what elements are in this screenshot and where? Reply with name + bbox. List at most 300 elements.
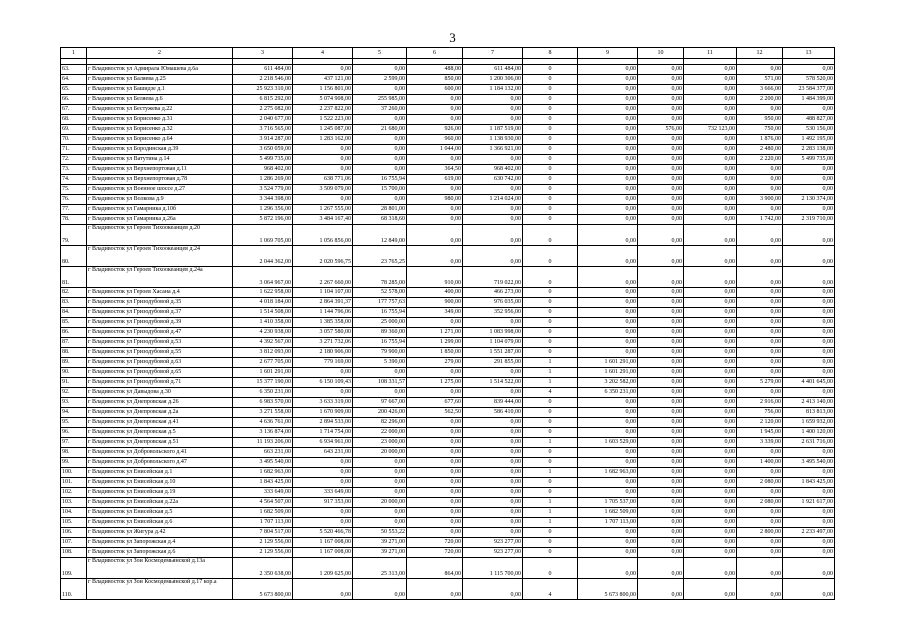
table-cell: 0,00 (783, 348, 835, 358)
table-cell: 1 601 291,00 (578, 358, 638, 368)
table-cell: 3 271 732,06 (293, 338, 353, 348)
table-cell: 0,00 (578, 185, 638, 195)
table-cell: 864,00 (407, 558, 463, 579)
column-header: 4 (293, 48, 353, 59)
table-row (61, 115, 835, 125)
table-row (61, 135, 835, 145)
table-cell: 1 492 195,00 (783, 135, 835, 145)
table-cell: 0 (523, 398, 578, 408)
table-cell: 0,00 (684, 65, 737, 75)
column-header: 5 (353, 48, 407, 59)
table-cell: 68 318,60 (353, 215, 407, 225)
table-cell: 0,00 (407, 468, 463, 478)
table-cell: 0,00 (684, 195, 737, 205)
table-cell: 39 271,00 (353, 548, 407, 558)
table-cell: 0,00 (684, 378, 737, 388)
table-cell: 3 495 540,00 (783, 458, 835, 468)
table-cell: 2 130 374,00 (783, 195, 835, 205)
table-cell: 3 495 540,00 (233, 458, 293, 468)
table-cell: 1 682 509,00 (233, 508, 293, 518)
table-cell: 0 (523, 165, 578, 175)
table-cell: 0,00 (783, 288, 835, 298)
table-cell: 6 350 231,00 (578, 388, 638, 398)
table-cell: 0,00 (684, 468, 737, 478)
table-cell: 0 (523, 105, 578, 115)
table-cell: 0,00 (463, 488, 523, 498)
table-cell: 1 (523, 518, 578, 528)
table-row (61, 215, 835, 225)
table-cell: 488,00 (407, 65, 463, 75)
table-cell: 923 277,00 (463, 548, 523, 558)
table-cell: 0,00 (737, 448, 783, 458)
table-cell: 2 631 716,00 (783, 438, 835, 448)
table-cell: 1 843 425,00 (783, 478, 835, 488)
table-cell: 1 601 291,00 (578, 368, 638, 378)
table-cell: 0,00 (463, 105, 523, 115)
table-cell: 0,00 (407, 488, 463, 498)
table-cell: 4 636 761,00 (233, 418, 293, 428)
table-cell: 0,00 (407, 528, 463, 538)
table-cell: 0,00 (638, 135, 684, 145)
table-cell: 0 (523, 328, 578, 338)
table-cell: 0,00 (353, 508, 407, 518)
table-cell: г Владивосток ул Героев Хасана д.4 (87, 288, 233, 298)
table-cell: 0,00 (783, 468, 835, 478)
table-cell: 0,00 (578, 65, 638, 75)
table-cell: 677,60 (407, 398, 463, 408)
table-cell: 0,00 (684, 538, 737, 548)
table-row (61, 528, 835, 538)
table-cell: 0,00 (463, 185, 523, 195)
table-cell: 0,00 (407, 508, 463, 518)
table-cell: 0,00 (407, 478, 463, 488)
table-cell: 2 283 138,00 (783, 145, 835, 155)
table-cell: 571,00 (737, 75, 783, 85)
table-cell: 0,00 (684, 408, 737, 418)
table-cell: 96. (61, 428, 87, 438)
table-cell: 2 916,00 (737, 398, 783, 408)
table-cell: 562,50 (407, 408, 463, 418)
table-cell: 0,00 (463, 155, 523, 165)
table-cell: 0 (523, 418, 578, 428)
table-cell: 2 677 705,00 (233, 358, 293, 368)
table-cell: 1 184 132,00 (463, 85, 523, 95)
table-cell: 0,00 (638, 298, 684, 308)
table-cell: 0,00 (684, 398, 737, 408)
table-cell: 2 319 710,00 (783, 215, 835, 225)
table-cell: 110. (61, 579, 87, 600)
table-cell: 0,00 (684, 438, 737, 448)
table-cell: 0,00 (783, 225, 835, 246)
table-cell: 1 514 522,00 (463, 378, 523, 388)
table-cell: 0,00 (407, 438, 463, 448)
table-cell: 1 850,00 (407, 348, 463, 358)
table-cell: г Владивосток ул Героев Тихоокеанцев д.24а (87, 267, 233, 288)
table-cell: 0,00 (407, 368, 463, 378)
table-cell: 0,00 (684, 85, 737, 95)
table-cell: 0 (523, 195, 578, 205)
table-cell: 108 331,57 (353, 378, 407, 388)
table-cell: 70. (61, 135, 87, 145)
table-cell: 0,00 (293, 518, 353, 528)
table-cell: 0,00 (407, 498, 463, 508)
table-cell: 0,00 (293, 165, 353, 175)
table-cell: 0,00 (684, 548, 737, 558)
table-cell: 28 801,00 (353, 205, 407, 215)
table-row (61, 338, 835, 348)
table-cell: 0,00 (684, 165, 737, 175)
table-cell: г Владивосток ул Башидзе д.1 (87, 85, 233, 95)
table-cell: 0 (523, 318, 578, 328)
column-header: 3 (233, 48, 293, 59)
table-cell: 0,00 (737, 308, 783, 318)
table-cell: 0,00 (638, 558, 684, 579)
column-header: 7 (463, 48, 523, 59)
table-cell: 5 673 800,00 (578, 579, 638, 600)
table-cell: 108. (61, 548, 87, 558)
table-cell: 530 156,00 (783, 125, 835, 135)
table-cell: г Владивосток ул Жигура д.42 (87, 528, 233, 538)
table-cell: 0,00 (783, 175, 835, 185)
table-cell: 0,00 (578, 458, 638, 468)
table-cell: 0,00 (783, 318, 835, 328)
table-cell: 2 599,00 (353, 75, 407, 85)
table-cell: 4 018 184,00 (233, 298, 293, 308)
table-cell: 600,00 (407, 85, 463, 95)
table-cell: 960,00 (407, 135, 463, 145)
table-cell: г Владивосток ул Запорожская д.6 (87, 548, 233, 558)
table-cell: 0 (523, 338, 578, 348)
table-cell: 0,00 (684, 105, 737, 115)
table-cell: 89 360,00 (353, 328, 407, 338)
table-cell: 78. (61, 215, 87, 225)
table-cell: 74. (61, 175, 87, 185)
table-row (61, 185, 835, 195)
table-cell: 84. (61, 308, 87, 318)
table-cell: 3 509 079,00 (293, 185, 353, 195)
table-cell: 1 682 963,00 (233, 468, 293, 478)
table-cell: 349,00 (407, 308, 463, 318)
table-cell: 50 553,22 (353, 528, 407, 538)
table-cell: 23 765,25 (353, 246, 407, 267)
table-cell: 0,00 (783, 105, 835, 115)
table-row (61, 328, 835, 338)
table-cell: г Владивосток ул Беляева д.6 (87, 95, 233, 105)
table-cell: 0 (523, 65, 578, 75)
table-cell: 0,00 (737, 488, 783, 498)
table-cell: 0,00 (684, 488, 737, 498)
table-cell: 71. (61, 145, 87, 155)
table-cell: 0,00 (638, 267, 684, 288)
table-cell: 1 410 358,00 (233, 318, 293, 328)
table-cell: 0,00 (407, 388, 463, 398)
table-cell: 0,00 (463, 458, 523, 468)
table-cell: 69. (61, 125, 87, 135)
table-cell: 813 813,00 (783, 408, 835, 418)
table-cell: 0 (523, 75, 578, 85)
table-cell: 0,00 (578, 288, 638, 298)
table-cell: 0,00 (407, 318, 463, 328)
table-cell: 0,00 (638, 95, 684, 105)
table-cell: 83. (61, 298, 87, 308)
table-cell: 80. (61, 246, 87, 267)
table-cell: 3 812 093,00 (233, 348, 293, 358)
table-cell: 2 894 533,00 (293, 418, 353, 428)
table-cell: 0,00 (407, 448, 463, 458)
table-cell: 0 (523, 125, 578, 135)
table-cell: 1 271,00 (407, 328, 463, 338)
table-cell: 0,00 (638, 175, 684, 185)
table-row (61, 368, 835, 378)
table-cell: 576,00 (638, 125, 684, 135)
table-cell: 0 (523, 308, 578, 318)
table-cell: 0,00 (638, 398, 684, 408)
table-cell: 0,00 (737, 318, 783, 328)
table-cell: 0,00 (737, 246, 783, 267)
table-cell: 0,00 (463, 215, 523, 225)
table-cell: 0 (523, 155, 578, 165)
table-cell: 0,00 (578, 478, 638, 488)
table-cell: 20 000,00 (353, 448, 407, 458)
table-cell: 0,00 (684, 358, 737, 368)
table-cell: 488 827,00 (783, 115, 835, 125)
table-cell: 68. (61, 115, 87, 125)
table-cell: 0,00 (293, 388, 353, 398)
table-cell: 16 755,94 (353, 338, 407, 348)
table-cell: 2 020 596,75 (293, 246, 353, 267)
table-cell: г Владивосток ул Борисенко д.32 (87, 125, 233, 135)
table-cell: 0,00 (684, 115, 737, 125)
table-cell: 0,00 (638, 508, 684, 518)
table-cell: 0,00 (578, 528, 638, 538)
table-cell: 97. (61, 438, 87, 448)
table-cell: г Владивосток ул Зои Космодемьянской д.17 кор.а (87, 579, 233, 600)
table-cell: 0,00 (353, 65, 407, 75)
table-cell: 0,00 (353, 388, 407, 398)
table-cell: 3 900,00 (737, 195, 783, 205)
table-cell: 1 (523, 358, 578, 368)
table-cell: 94. (61, 408, 87, 418)
table-cell: 0 (523, 145, 578, 155)
table-cell: 950,00 (737, 115, 783, 125)
table-cell: 1 214 024,00 (463, 195, 523, 205)
table-cell: 0,00 (737, 338, 783, 348)
table-cell: г Владивосток ул Волкова д.9 (87, 195, 233, 205)
table-cell: 0 (523, 448, 578, 458)
table-cell: г Владивосток ул Енисейская д.10 (87, 478, 233, 488)
table-cell: 1 551 287,00 (463, 348, 523, 358)
table-cell: 0,00 (407, 246, 463, 267)
column-header: 8 (523, 48, 578, 59)
table-cell: 93. (61, 398, 87, 408)
table-cell: 1 682 963,00 (578, 468, 638, 478)
table-cell: 1 (523, 438, 578, 448)
table-cell: 1 083 998,00 (463, 328, 523, 338)
table-cell: 0,00 (684, 558, 737, 579)
column-header: 10 (638, 48, 684, 59)
table-cell: 400,00 (407, 288, 463, 298)
table-cell: 0,00 (638, 318, 684, 328)
table-cell: 1 069 705,00 (233, 225, 293, 246)
table-cell: 0,00 (463, 528, 523, 538)
table-cell: 2 480,00 (737, 145, 783, 155)
table-cell: 52 578,00 (353, 288, 407, 298)
table-cell: 5 279,00 (737, 378, 783, 388)
table-cell: 0,00 (578, 338, 638, 348)
table-cell: 109. (61, 558, 87, 579)
table-cell: 291 855,00 (463, 358, 523, 368)
table-cell: 1 296 356,00 (233, 205, 293, 215)
table-cell: г Владивосток ул Борисенко д.31 (87, 115, 233, 125)
table-cell: 11 193 206,00 (233, 438, 293, 448)
table-cell: 0,00 (293, 155, 353, 165)
table-cell: 0 (523, 528, 578, 538)
table-cell: 0,00 (737, 468, 783, 478)
table-cell: 0,00 (578, 298, 638, 308)
table-cell: 0 (523, 135, 578, 145)
table-cell: 75. (61, 185, 87, 195)
table-cell: 0,00 (578, 428, 638, 438)
table-cell: 82 296,00 (353, 418, 407, 428)
table-row (61, 388, 835, 398)
table-cell: г Владивосток ул Героев Тихоокеанцев д.24 (87, 246, 233, 267)
table-cell: 1 (523, 498, 578, 508)
table-cell: 5 074 908,00 (293, 95, 353, 105)
table-cell: 0 (523, 85, 578, 95)
table-cell: 0,00 (578, 448, 638, 458)
table-cell: 0,00 (407, 115, 463, 125)
table-cell: 0,00 (737, 579, 783, 600)
table-row (61, 125, 835, 135)
table-cell: 107. (61, 538, 87, 548)
table-row (61, 508, 835, 518)
table-cell: 0,00 (293, 579, 353, 600)
table-cell: 0 (523, 348, 578, 358)
table-row (61, 378, 835, 388)
table-cell: 0,00 (578, 105, 638, 115)
table-cell: 0,00 (578, 308, 638, 318)
table-cell: 0,00 (578, 115, 638, 125)
column-header: 9 (578, 48, 638, 59)
table-cell: 0,00 (353, 155, 407, 165)
table-row (61, 246, 835, 267)
table-cell: 98. (61, 448, 87, 458)
table-cell: 3 339,00 (737, 438, 783, 448)
table-cell: 79 900,00 (353, 348, 407, 358)
table-cell: 0,00 (353, 165, 407, 175)
table-cell: 0,00 (638, 468, 684, 478)
table-cell: 0,00 (684, 225, 737, 246)
table-cell: 0,00 (684, 175, 737, 185)
table-cell: 1 514 508,00 (233, 308, 293, 318)
table-cell: г Владивосток ул Днепровская д.2а (87, 408, 233, 418)
table-cell: 0,00 (463, 518, 523, 528)
column-header: 11 (684, 48, 737, 59)
table-cell: 1 283 162,00 (293, 135, 353, 145)
table-cell: 0 (523, 215, 578, 225)
table-cell: 0,00 (684, 368, 737, 378)
table-cell: 980,00 (407, 195, 463, 205)
table-cell: 0 (523, 408, 578, 418)
table-cell: 611 484,00 (463, 65, 523, 75)
table-cell: 3 271 558,00 (233, 408, 293, 418)
table-cell: 643 231,00 (293, 448, 353, 458)
table-cell: 77. (61, 205, 87, 215)
table-cell: 2 200,00 (737, 95, 783, 105)
table-cell: 0,00 (407, 215, 463, 225)
table-cell: г Владивосток ул Героев Тихоокеанцев д.20 (87, 225, 233, 246)
table-cell: 0,00 (638, 85, 684, 95)
table-cell: г Владивосток ул Ватутина д.14 (87, 155, 233, 165)
table-cell: 1 245 087,00 (293, 125, 353, 135)
table-cell: 0 (523, 175, 578, 185)
table-cell: 12 849,00 (353, 225, 407, 246)
table-cell: 0,00 (578, 155, 638, 165)
table-cell: 0,00 (638, 65, 684, 75)
table-cell: 0,00 (353, 458, 407, 468)
table-cell: 2 180 906,00 (293, 348, 353, 358)
table-cell: г Владивосток ул Днепровская д.51 (87, 438, 233, 448)
table-cell: г Владивосток ул Давыдова д.30 (87, 388, 233, 398)
table-cell: г Владивосток ул Гризодубовой д.39 (87, 318, 233, 328)
table-cell: 0,00 (638, 288, 684, 298)
table-cell: г Владивосток ул Гризодубовой д.53 (87, 338, 233, 348)
table-row (61, 195, 835, 205)
table-row (61, 558, 835, 579)
table-cell: 0,00 (684, 388, 737, 398)
table-row (61, 65, 835, 75)
table-cell: 0,00 (684, 135, 737, 145)
table-cell: 0,00 (578, 408, 638, 418)
table-cell: 1 056 856,00 (293, 225, 353, 246)
table-cell: 5 499 735,00 (233, 155, 293, 165)
table-cell: 0,00 (578, 125, 638, 135)
table-cell: 0,00 (783, 298, 835, 308)
table-cell: 1 187 519,00 (463, 125, 523, 135)
table-cell: г Владивосток ул Бородинская д.39 (87, 145, 233, 155)
table-cell: 923 277,00 (463, 538, 523, 548)
table-cell: 0,00 (407, 518, 463, 528)
table-cell: 968 402,00 (233, 165, 293, 175)
table-cell: 0 (523, 458, 578, 468)
table-cell: 0,00 (638, 528, 684, 538)
table-row (61, 548, 835, 558)
table-cell: 2 080,00 (737, 478, 783, 488)
table-cell: 0,00 (638, 225, 684, 246)
table-cell: 0,00 (783, 165, 835, 175)
table-cell: 0,00 (638, 378, 684, 388)
table-cell: 0,00 (638, 145, 684, 155)
table-cell: 900,00 (407, 298, 463, 308)
table-cell: 15 700,00 (353, 185, 407, 195)
table-cell: 0,00 (737, 548, 783, 558)
table-cell: 0,00 (737, 358, 783, 368)
table-cell: 76. (61, 195, 87, 205)
table-cell: 91. (61, 378, 87, 388)
table-cell: 89. (61, 358, 87, 368)
table-cell: 0,00 (684, 498, 737, 508)
table-cell: 0,00 (578, 95, 638, 105)
table-cell: 0,00 (638, 408, 684, 418)
table-cell: 0,00 (638, 488, 684, 498)
table-cell: 0 (523, 478, 578, 488)
table-cell: 3 202 582,00 (578, 378, 638, 388)
table-cell: 0,00 (578, 418, 638, 428)
table-cell: 2 040 677,00 (233, 115, 293, 125)
table-cell: 2 220,00 (737, 155, 783, 165)
table-cell: 0,00 (737, 65, 783, 75)
table-cell: 20 000,00 (353, 498, 407, 508)
